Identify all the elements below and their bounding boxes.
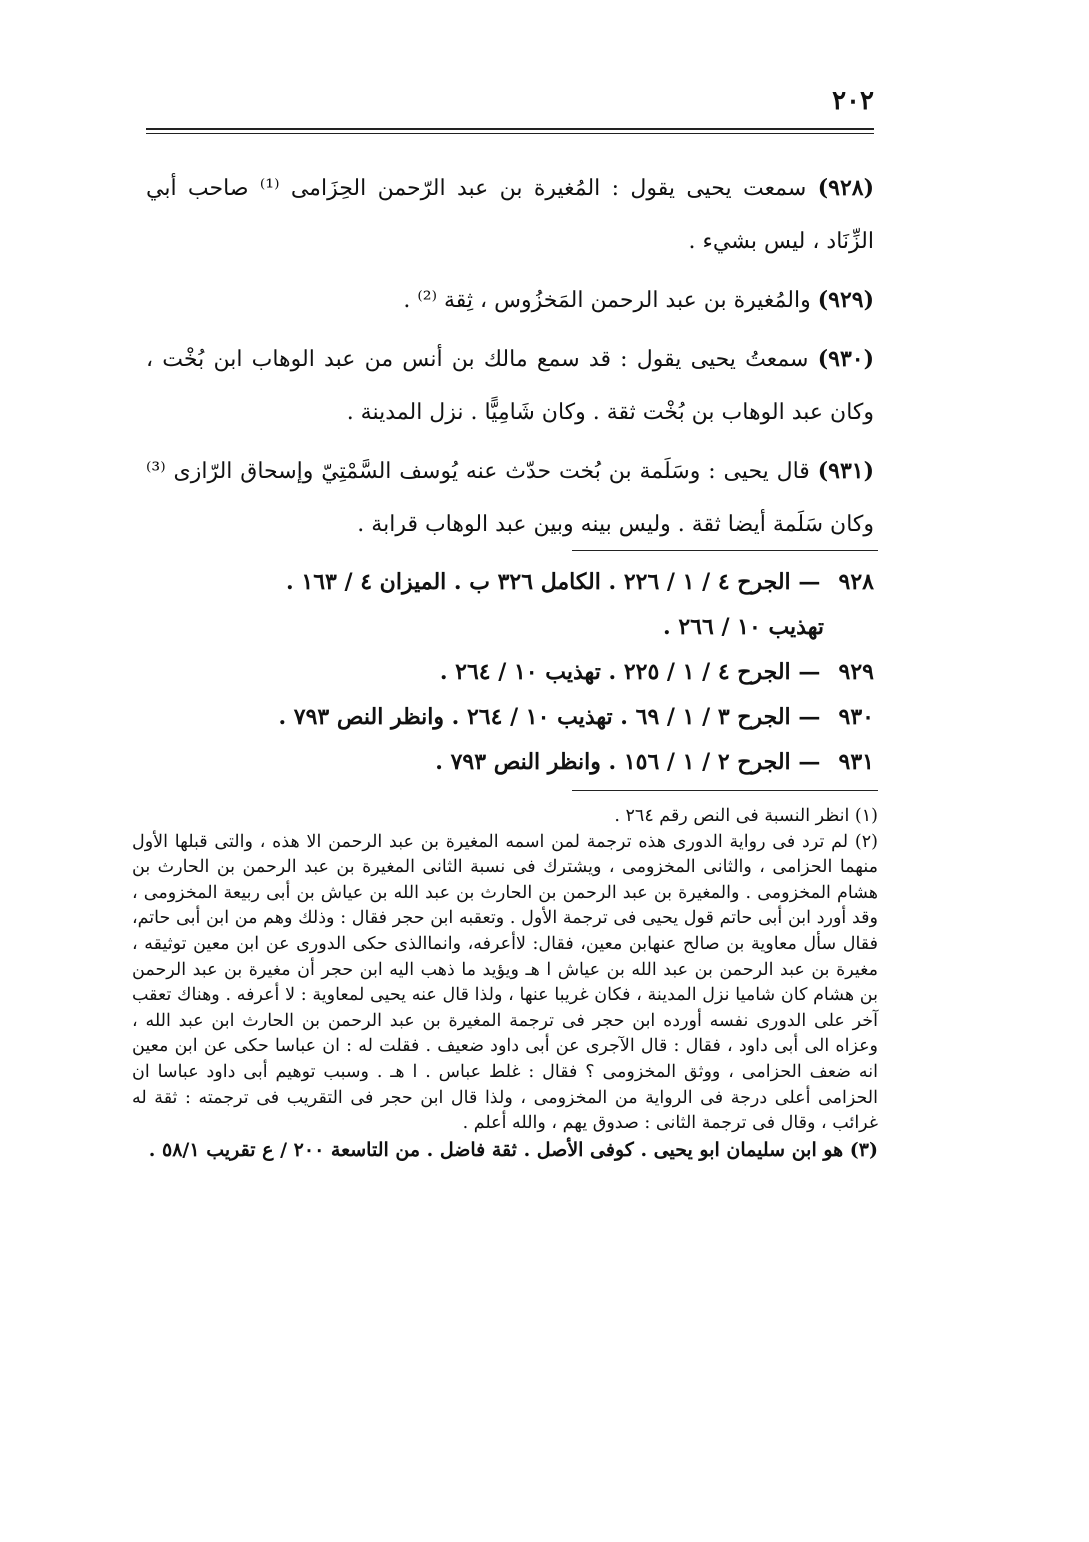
entry-930 bbox=[146, 333, 874, 439]
entry-text: سمعتُ يحيى يقول : قد سمع مالك بن أنس من عبد الوهاب ابن بُخْت ، وكان عبد الوهاب بن بُخْت ثقة . وكان شَامِيًّا . نزل المدينة . bbox=[146, 347, 874, 425]
sources-divider bbox=[572, 550, 878, 551]
entry-931 bbox=[146, 445, 874, 551]
page-number: ٢٠٢ bbox=[832, 86, 874, 116]
header-rule bbox=[146, 128, 874, 134]
footnote-1: (١) انظر النسبة فى النص رقم ٢٦٤ . bbox=[614, 806, 878, 826]
source-line-928-cont bbox=[146, 605, 874, 650]
source-line-929 bbox=[146, 650, 874, 695]
footnotes-divider bbox=[572, 790, 878, 791]
source-number: ٩٣٠ bbox=[838, 704, 874, 730]
footnote-3: (٣) هو ابن سليمان ابو يحيى . كوفى الأصل . ثقة فاضل . من التاسعة ٢٠٠ / ع تقريب ٥٨/١ . bbox=[148, 1138, 878, 1161]
source-line-931 bbox=[146, 740, 874, 785]
source-line-930 bbox=[146, 695, 874, 740]
source-number: ٩٢٩ bbox=[838, 659, 874, 685]
main-text bbox=[146, 162, 874, 557]
source-number: ٩٢٨ bbox=[838, 569, 874, 595]
entry-928 bbox=[146, 162, 874, 268]
source-text: — الجرح ٤ / ١ / ٢٢٦ . الكامل ٣٢٦ ب . الميزان ٤ / ١٦٣ . bbox=[286, 569, 821, 595]
entry-number: (٩٣١) bbox=[817, 458, 874, 484]
entry-number: (٩٣٠) bbox=[817, 346, 874, 372]
entry-text: سمعت يحيى يقول : المُغيرة بن عبد الرّحمن الحِزَامى ⁽¹⁾ صاحب أبي الزِّنَاد ، ليس بشيء . bbox=[146, 176, 874, 254]
source-line-928 bbox=[146, 560, 874, 605]
footnote-2: (٢) لم ترد فى رواية الدورى هذه ترجمة لمن اسمه المغيرة بن عبد الرحمن الا هذه ، والتى قبلها الأول منهما الحزامى ، والثانى المخزومى ، ويشترك فى نسبة الثانى المغيرة بن عبد الرحمن بن الحارث بن هشام المخزومى . والمغيرة بن عبد الرحمن بن الحارث بن عبد الله بن عياش بن أبى ربيعة المخزومى ، وقد أورد ابن أبى حاتم قول يحيى فى ترجمة الأول . وتعقبه ابن حجر فقال : وذلك وهم من ابن أبى حاتم، فقال سأل معاوية بن صالح عنهابن معين، فقال: لاأعرفه، وانماالذى حكى الدورى عن ابن معين توثيقه ، مغيرة بن عبد الرحمن بن عبد الله بن عياش ا هـ ويؤيد ما ذهب اليه ابن حجر أن مغيرة بن عبد الرحمن بن هشام كان شاميا نزل المدينة ، فكان غريبا عنها ، ولذا قال عنه يحيى لمعاوية : لا أعرفه . وهناك تعقب آخر على الدورى نفسه أورده ابن حجر فى ترجمة المغيرة بن عبد الرحمن بن الحارث ابن عبد الله ، وعزاه الى أبى داود ، فقال : قال الآجرى عن أبى داود ضعيف . فقلت له : ان عباسا حكى عن ابن معين انه ضعف الحزامى ، ووثق المخزومى ؟ فقال : غلط عباس . ا هـ . وسبب توهيم أبى داود عباسا ان الحزامى أعلى درجة فى الرواية من المخزومى ، ولذا قال ابن حجر فى التقريب فى ترجمته : ثقة له غرائب ، وقال فى ترجمة الثانى : صدوق يهم ، والله أعلم . bbox=[132, 831, 878, 1134]
sources-block bbox=[146, 560, 874, 785]
entry-number: (٩٢٩) bbox=[817, 287, 874, 313]
source-text: — الجرح ٤ / ١ / ٢٢٥ . تهذيب ١٠ / ٢٦٤ . bbox=[439, 659, 821, 685]
source-text: تهذيب ١٠ / ٢٦٦ . bbox=[663, 614, 824, 640]
entry-text: قال يحيى : وسَلَمة بن بُخت حدّث عنه يُوسف السَّمْتِيّ وإسحاق الرّازى ⁽³⁾ وكان سَلَمة أيضا ثقة . وليس بينه وبين عبد الوهاب قرابة . bbox=[146, 459, 874, 537]
source-text: — الجرح ٢ / ١ / ١٥٦ . وانظر النص ٧٩٣ . bbox=[435, 749, 821, 775]
source-text: — الجرح ٣ / ١ / ٦٩ . تهذيب ١٠ / ٢٦٤ . وانظر النص ٧٩٣ . bbox=[278, 704, 821, 730]
source-number: ٩٣١ bbox=[838, 749, 874, 775]
footnotes bbox=[132, 804, 878, 1164]
entry-number: (٩٢٨) bbox=[817, 175, 874, 201]
entry-text: والمُغيرة بن عبد الرحمن المَخزُوس ، ثِقة ⁽²⁾ . bbox=[403, 288, 811, 313]
entry-929 bbox=[146, 274, 874, 327]
